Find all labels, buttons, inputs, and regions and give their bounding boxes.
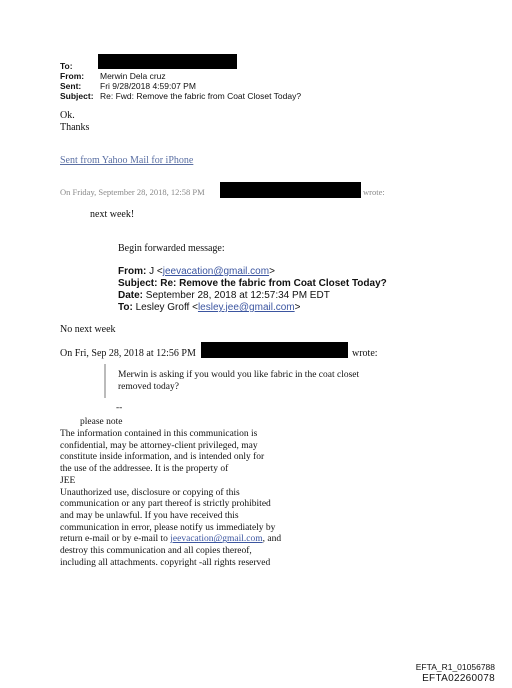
sent-value: Fri 9/28/2018 4:59:07 PM (100, 81, 196, 91)
fwd-to-line (118, 302, 300, 313)
fwd-from-line (118, 266, 275, 277)
fwd-to-label: To: (118, 302, 133, 313)
quoted-line-2: removed today? (118, 382, 179, 392)
fwd-date-value: September 28, 2018 at 12:57:34 PM EDT (145, 290, 330, 301)
disclaimer-line (60, 534, 281, 546)
disclaimer-line10-post: , and (262, 534, 282, 545)
disclaimer-email-link[interactable]: jeevacation@gmail.com (170, 534, 263, 545)
fwd-from-email-link[interactable]: jeevacation@gmail.com (162, 266, 270, 277)
disclaimer-line: destroy this communication and all copies thereof, (60, 546, 252, 557)
fwd-date-label: Date: (118, 290, 144, 301)
quote2-wrote: wrote: (352, 348, 378, 359)
yahoo-mail-signature-link[interactable]: Sent from Yahoo Mail for iPhone (60, 155, 194, 166)
disclaimer-line: including all attachments. copyright -all rights reserved (60, 557, 271, 568)
fwd-to-end: > (294, 302, 301, 313)
fwd-date-line (118, 290, 330, 301)
no-next-week: No next week (60, 324, 116, 335)
subject-value: Re: Fwd: Remove the fabric from Coat Closet Today? (100, 91, 302, 101)
quote1-intro: On Friday, September 28, 2018, 12:58 PM (60, 187, 205, 197)
quote-bar (104, 364, 106, 398)
footer-id-2: EFTA02260078 (422, 673, 495, 684)
subject-label: Subject: (60, 91, 94, 101)
fwd-from-label: From: (118, 266, 147, 277)
disclaimer-line: confidential, may be attorney-client privileged, may (60, 440, 258, 451)
disclaimer-line: The information contained in this communication is (60, 429, 258, 439)
from-label: From: (60, 71, 85, 81)
quote1-wrote: wrote: (363, 187, 385, 197)
fwd-from-name: J < (149, 266, 163, 277)
disclaimer-line: communication in error, please notify us immediately by (60, 522, 276, 533)
disclaimer-line: JEE (60, 475, 76, 486)
redacted-recipient (98, 54, 237, 69)
fwd-from-end: > (269, 266, 275, 277)
from-value: Merwin Dela cruz (100, 71, 166, 81)
signature-dashes: -- (116, 403, 123, 413)
footer-id-1: EFTA_R1_01056788 (415, 662, 495, 672)
fwd-subject-label: Subject: (118, 278, 158, 289)
fwd-to-name: Lesley Groff < (135, 302, 198, 313)
fwd-subject-value: Re: Remove the fabric from Coat Closet Today? (160, 278, 387, 289)
reply-ok: Ok. (60, 110, 75, 121)
disclaimer-line: and may be unlawful. If you have received this (60, 510, 239, 521)
to-label: To: (60, 61, 73, 71)
quote1-body: next week! (90, 209, 135, 220)
redacted-sender-2 (201, 342, 348, 358)
disclaimer-line: the use of the addressee. It is the property of (60, 464, 229, 475)
disclaimer-line: Unauthorized use, disclosure or copying of this (60, 487, 240, 498)
disclaimer-line10-pre: return e-mail or by e-mail to (60, 534, 171, 545)
reply-thanks: Thanks (60, 122, 90, 133)
disclaimer-block (60, 429, 281, 569)
forwarded-intro: Begin forwarded message: (118, 243, 225, 254)
fwd-subject-line (118, 278, 387, 289)
sent-label: Sent: (60, 81, 82, 91)
disclaimer-line: constitute inside information, and is intended only for (60, 452, 265, 463)
please-note: please note (80, 417, 123, 427)
fwd-to-email-link[interactable]: lesley.jee@gmail.com (197, 302, 295, 313)
quote2-intro: On Fri, Sep 28, 2018 at 12:56 PM (60, 348, 196, 359)
quoted-line-1: Merwin is asking if you would you like fabric in the coat closet (118, 370, 360, 380)
disclaimer-line: communication or any part thereof is strictly prohibited (60, 499, 271, 510)
redacted-sender-1 (220, 182, 361, 198)
